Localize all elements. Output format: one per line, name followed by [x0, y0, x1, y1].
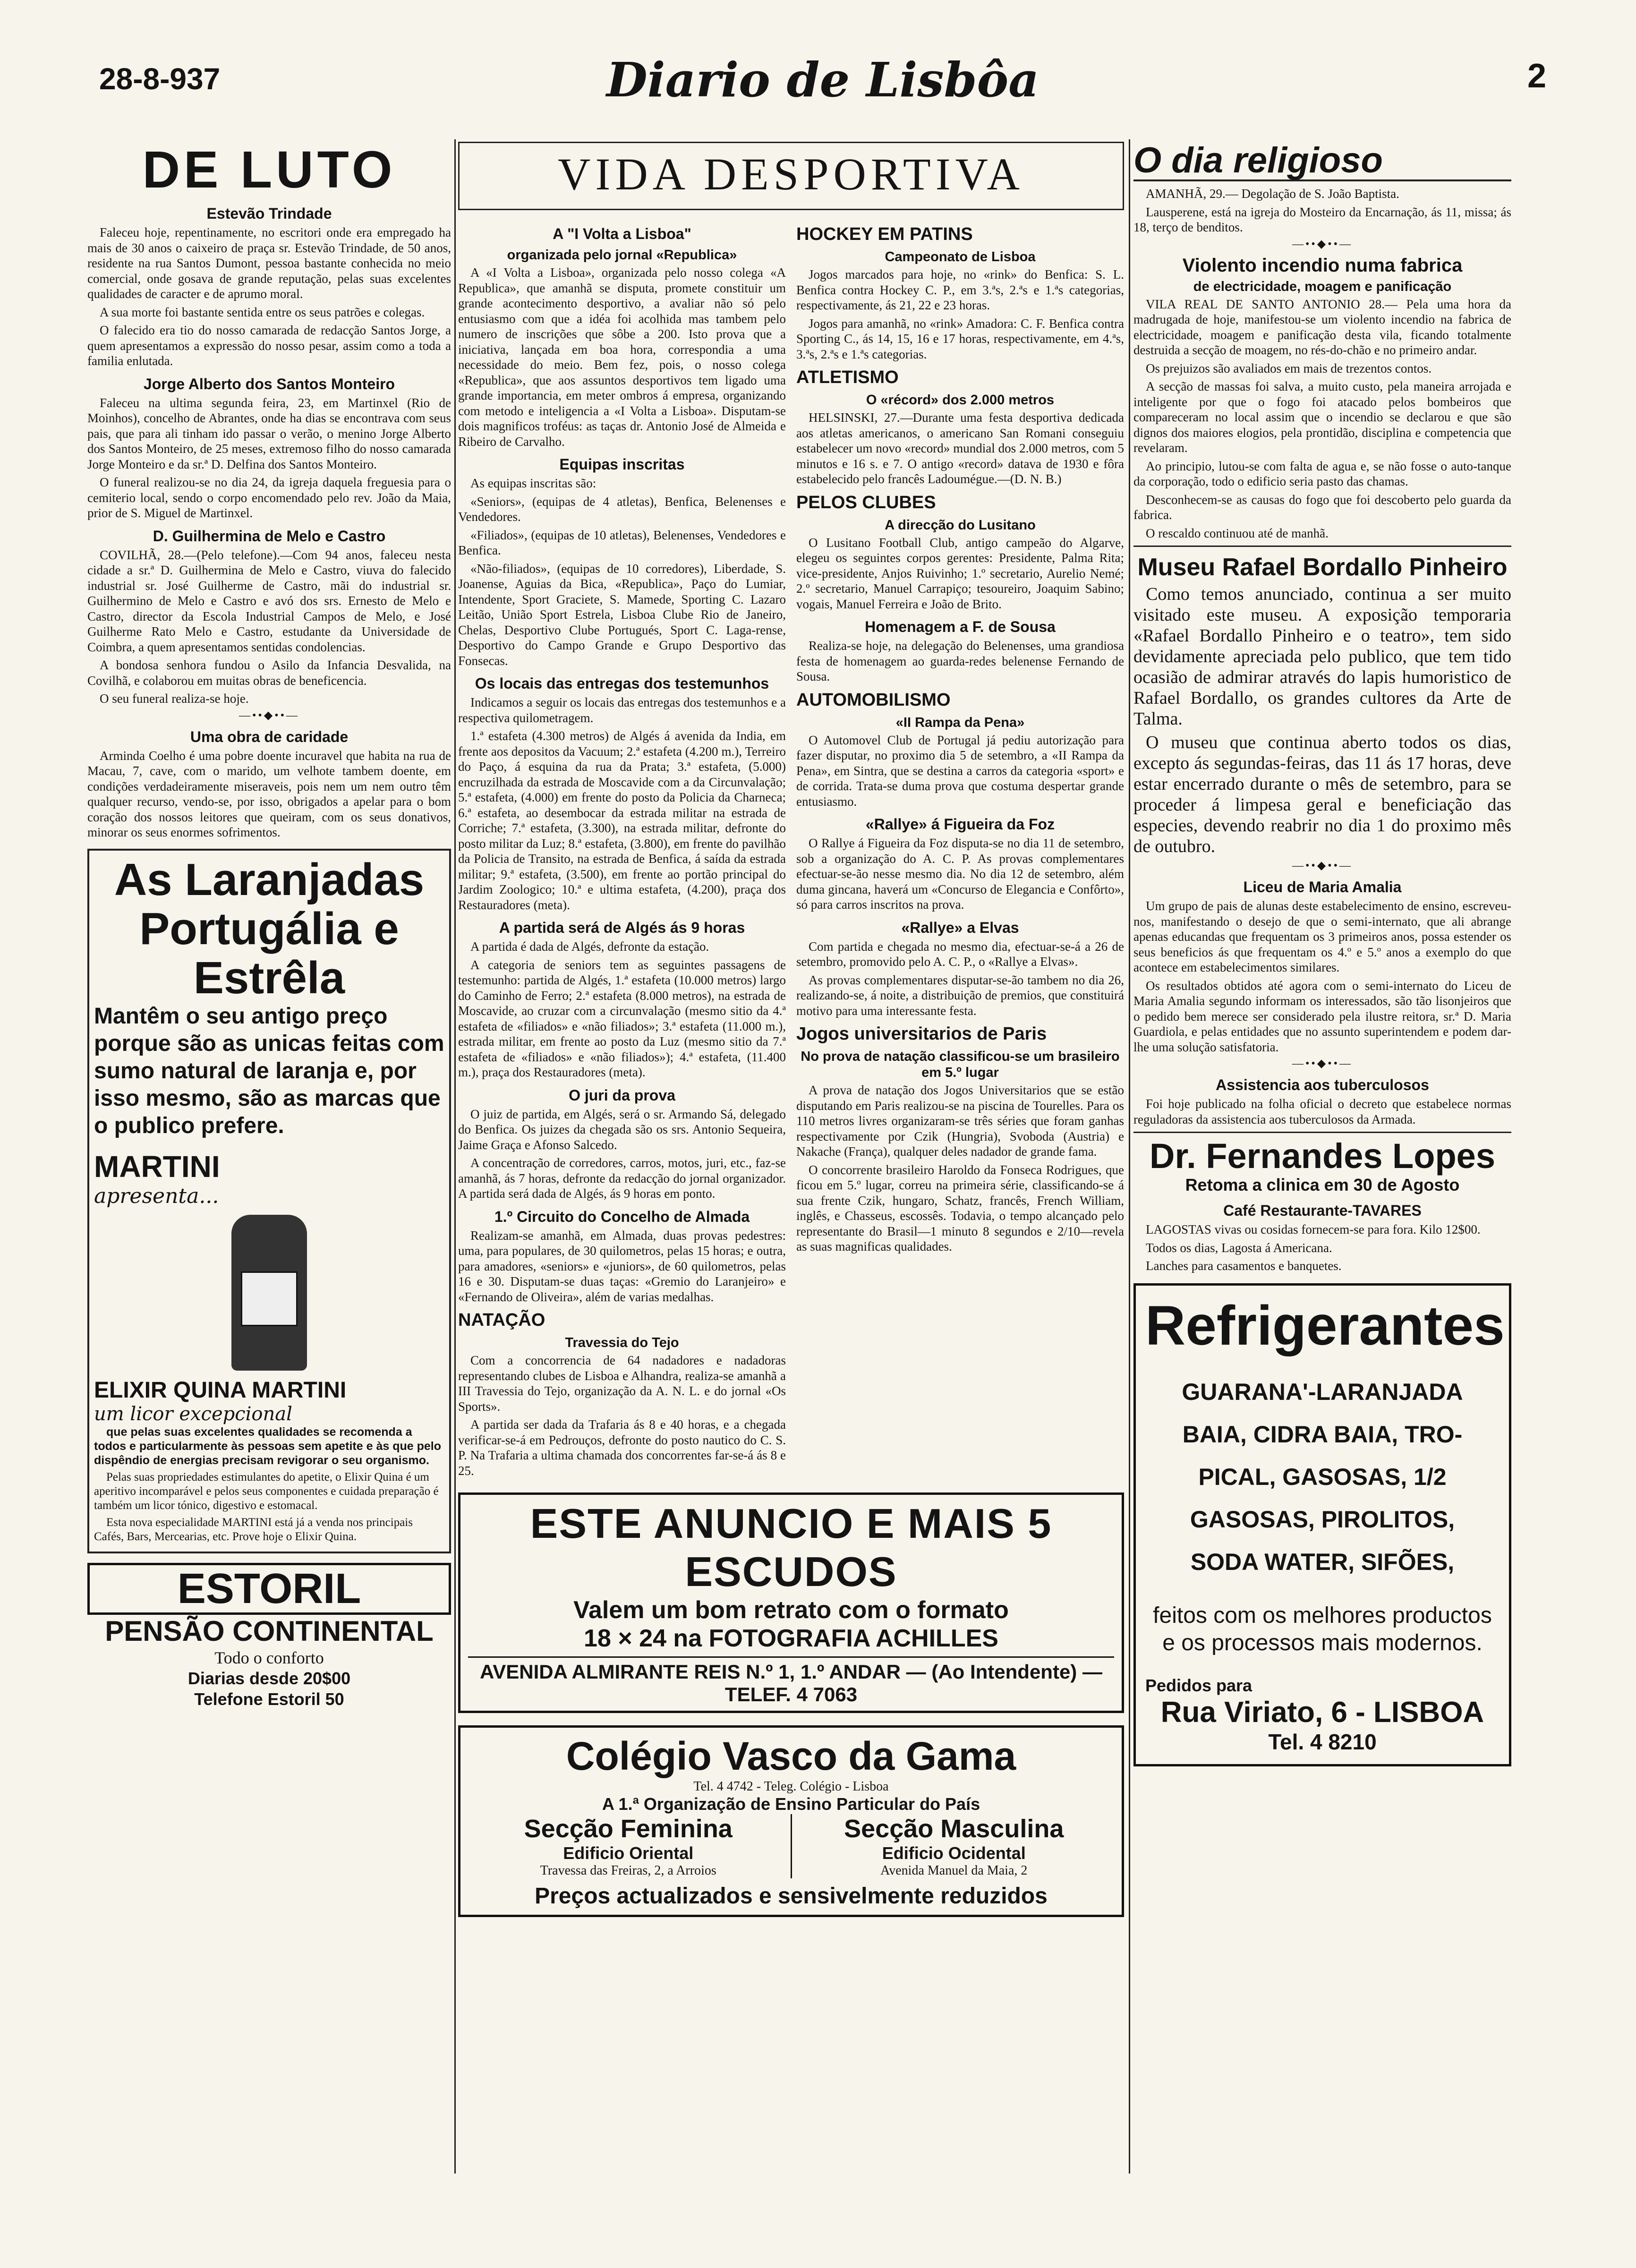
luto-paragraph: COVILHÃ, 28.—(Pelo telefone).—Com 94 anos, faleceu nesta cidade a sr.ª D. Guilhermina de Melo e Castro, viuva do falecido industrial sr. José Guilherme de Castro, mãi do industrial sr. Guilhermino de Melo e Castro e avó dos srs. Ernesto de Melo e Castro, director da Escola Industrial Campos de Melo, e José Guilherme Rato Melo e Castro, estudante da Universidade de Coimbra, a quem apresentamos sentidas condolencias. [87, 547, 451, 654]
elixir-slogan: um licor excepcional [94, 1403, 292, 1425]
locais-paragraph: Indicamos a seguir os locais das entregas dos testemunhos e a respectiva quilometragem. [458, 695, 786, 725]
natacao-heading: NATAÇÃO [458, 1310, 545, 1330]
refrigerantes-item: SODA WATER, SIFÕES, [1190, 1548, 1455, 1575]
hockey-paragraph: Jogos marcados para hoje, no «rink» do Benfica: S. L. Benfica contra Hockey C. P., em 3.ªs, 2.ªs e 1.ªs categorias, respectivamente, ás 21, 22 e 23 horas. [796, 267, 1124, 312]
equipas-heading: Equipas inscritas [559, 456, 685, 473]
atletismo-subheading: O «récord» dos 2.000 metros [866, 392, 1055, 408]
museu-heading: Museu Rafael Bordallo Pinheiro [1137, 554, 1508, 581]
doctor-name: Dr. Fernandes Lopes [1150, 1136, 1495, 1176]
rallye1-paragraph: O Rallye á Figueira da Foz disputa-se no dia 11 de setembro, sob a organização do A. C. P. As provas complementares efectuar-se-ão nesse mesmo dia. No dia 12 de setembro, além duma gincana, haverá um «Concurso de Elegancia e Confôrto», só para carros inscritos na prova. [796, 836, 1124, 912]
refrigerantes-ad [1133, 1283, 1511, 1766]
equipas-paragraph: «Filiados», (equipas de 10 atletas), Belenenses, Vendedores e Benfica. [458, 528, 786, 557]
page-number: 2 [1527, 57, 1546, 95]
refrigerantes-feitos: feitos com os melhores productos e os processos mais modernos. [1153, 1603, 1492, 1655]
refrigerantes-tel: Tel. 4 8210 [1268, 1729, 1377, 1754]
rallye2-heading: «Rallye» a Elvas [901, 919, 1019, 936]
ornament-separator: —••◆••— [1292, 860, 1353, 872]
caridade-heading: Uma obra de caridade [190, 728, 349, 745]
cafe-paragraph: Todos os dias, Lagosta á Americana. [1146, 1240, 1332, 1255]
luto-name: D. Guilhermina de Melo e Castro [153, 527, 386, 545]
liceu-text [1133, 898, 1511, 1055]
jogos-paragraph: O concorrente brasileiro Haroldo da Fonseca Rodrigues, que ficou em 5.º lugar, correu na primeira série, classificando-se á sua frente Czik, hungaro, Schatz, francês, French William, inglês, e Chasseus, escossês. Todavia, o tempo alcançado pelo representante do Brasil—1 minuto 8 segundos e 2/10—revela as suas magnificas qualidades. [796, 1162, 1124, 1253]
colegio-precos: Preços actualizados e sensivelmente reduzidos [535, 1884, 1048, 1909]
masthead [99, 52, 1546, 113]
laranjadas-text: Mantêm o seu antigo preço porque são as unicas feitas com sumo natural de laranja e, por isso mesmo, são as marcas que o publico prefere. [94, 1003, 444, 1138]
pensao-diarias: Diarias desde 20$00 [187, 1668, 351, 1688]
museu-paragraph: O museu que continua aberto todos os dias, excepto ás segundas-feiras, das 11 ás 17 horas, deve estar encerrado durante o mês de setembro, para se proceder á limpesa geral e beneficiação das especies, devendo reabrir no dia 1 do proximo mês de outubro. [1133, 733, 1511, 856]
ornament-separator: —••◆••— [1292, 1057, 1353, 1070]
auto-subheading: «II Rampa da Pena» [895, 715, 1025, 730]
anuncio-address: AVENIDA ALMIRANTE REIS N.º 1, 1.º ANDAR — (Ao Intendente) — TELEF. 4 7063 [468, 1656, 1114, 1706]
martini-tag: apresenta... [94, 1184, 219, 1208]
liceu-paragraph: Um grupo de pais de alunas deste estabelecimento de ensino, escreveu-nos, manifestando o desejo de que o semi-internato, que ali abrange apenas educandas que frequentam os 3 primeiros anos, possa estender os seus beneficios ás que frequentam os 4.º e 5.º anos a exemplo do que acontece em estabelecimentos similares. [1133, 899, 1511, 974]
jogos-heading: Jogos universitarios de Paris [796, 1024, 1047, 1044]
volta-paragraph: A «I Volta a Lisboa», organizada pelo nosso colega «A Republica», que amanhã se disputa, promete constituir um grande acontecimento desportivo, a avaliar não só pelo entusiasmo com que a idéa foi acolhida mas tambem pelo numero de inscrições que sôbe a 200. Isto prova que a iniciativa, lançada em boa hora, correspondia a uma necessidade do meio. Bem fez, pois, o nosso colega «Republica», que aos assuntos desportivos tem ligado uma grande importancia, em meter ombros á empresa, organizando com metodo e inteligencia a «I Volta a Lisboa». Disputam-se dois magnificos troféus: as taças dr. Antonio José de Almeida e Ribeiro de Carvalho. [458, 265, 786, 449]
edificio-ocidental: Edificio Ocidental [882, 1843, 1026, 1863]
atletismo-heading: ATLETISMO [796, 367, 899, 387]
pensao-name: PENSÃO CONTINENTAL [105, 1615, 434, 1647]
anuncio-line-1: Valem um bom retrato com o formato [573, 1596, 1009, 1624]
colegio-sections [466, 1814, 1116, 1878]
luto-paragraph: O funeral realizou-se no dia 24, da igreja daquela freguesia para o cemiterio local, sendo o corpo encomendado pelo rev. João da Maia, prior de S. Miguel de Martinxel. [87, 475, 451, 520]
atletismo-paragraph: HELSINSKI, 27.—Durante uma festa desportiva dedicada aos atletas americanos, o americano San Romani conseguiu estabelecer um novo «record» mundial dos 2.000 metros, com 5 minutos e 16 s. e 7. O antigo «record» datava de 1930 e fôra estabelecido pelo francês Ladoumégue.—(D. N. B.) [796, 410, 1124, 486]
ornament-separator: —••◆••— [1292, 238, 1353, 250]
colegio-title: Colégio Vasco da Gama [566, 1734, 1016, 1778]
equipas-paragraph: As equipas inscritas são: [470, 476, 596, 490]
sousa-paragraph: Realiza-se hoje, na delegação do Belenenses, uma grandiosa festa de homenagem ao guarda-redes belenense Fernando de Sousa. [796, 639, 1124, 683]
luto-name: Jorge Alberto dos Santos Monteiro [143, 375, 395, 392]
natacao-paragraph: Com a concorrencia de 64 nadadores e nadadoras representando clubes de Lisboa e Alhandra, realiza-se amanhã a III Travessia do Tejo, organização da A. N. L. e do jornal «Os Sports». [458, 1353, 786, 1414]
refrigerantes-item: GUARANA'-LARANJADA [1182, 1378, 1463, 1405]
religioso-paragraph: AMANHÃ, 29.— Degolação de S. João Baptista. [1146, 187, 1399, 201]
fotografia-achilles-ad [458, 1492, 1124, 1713]
incendio-subheading: de electricidade, moagem e panificação [1193, 279, 1452, 294]
cafe-paragraph: Lanches para casamentos e banquetes. [1146, 1259, 1342, 1273]
right-column [1133, 142, 1511, 2216]
luto-list [87, 205, 451, 707]
left-column [87, 142, 451, 2216]
masculina-address: Avenida Manuel da Maia, 2 [880, 1863, 1028, 1878]
partida-heading: A partida será de Algés ás 9 horas [499, 919, 745, 936]
cafe-heading: Café Restaurante-TAVARES [1223, 1202, 1422, 1219]
luto-paragraph: A bondosa senhora fundou o Asilo da Infancia Desvalida, na Covilhã, e colaborou em muitas obras de beneficencia. [87, 658, 451, 688]
colegio-org: A 1.ª Organização de Ensino Particular do País [602, 1794, 980, 1814]
refrigerantes-item: PICAL, GASOSAS, 1/2 [1198, 1463, 1447, 1490]
equipas-paragraph: «Não-filiados», (equipas de 10 corredores), Liberdade, S. Joanense, Aguias da Bica, «Republica», Paço do Lumiar, Intendente, Sport Graciete, S. Mamede, Sporting C. Lazaro Leitão, União Sport Estrela, Lisboa Clube Rio de Janeiro, Chelas, Desportivo Clube Portugués, Sport C. Laga-rense, Desportivo do Campo Grande e Grupo Desportivo das Fonsecas. [458, 561, 786, 668]
refrigerantes-item: GASOSAS, PIROLITOS, [1190, 1506, 1455, 1533]
vida-desportiva-heading: VIDA DESPORTIVA [458, 142, 1124, 210]
refrigerantes-address: Rua Viriato, 6 - LISBOA [1160, 1696, 1484, 1729]
museu-text [1133, 584, 1511, 857]
refrigerantes-item: BAIA, CIDRA BAIA, TRO- [1182, 1421, 1463, 1448]
juri-paragraph: O juiz de partida, em Algés, será o sr. Armando Sá, delegado do Benfica. Os juizes da chegada são os srs. Antonio Sequeira, Jaime Graça e Afonso Salcedo. [458, 1107, 786, 1152]
estoril-title: ESTORIL [87, 1563, 451, 1615]
seccao-masculina: Secção Masculina [844, 1815, 1064, 1843]
rallye2-paragraph: As provas complementares disputar-se-ão tambem no dia 26, realizando-se, á noite, a distribuição de premios, que constituirá motivo para uma interessante festa. [796, 972, 1124, 1018]
locais-paragraph: 1.ª estafeta (4.300 metros) de Algés á avenida da India, em frente aos depositos da Vacuum; 2.ª estafeta (4.200 m.), Terreiro do Paço, á esquina da rua da Prata; 3.ª estafeta, (5.000) encruzilhada da estrada de Moscavide com a da Circunvalação; 5.ª estafeta, (4.000) em frente do posto da Policia da Charneca; 6.ª estafeta, ao desembocar da estrada militar na estrada de Corriche; 7.ª estafeta, (3.300), na estrada militar, defronte do posto militar da Luz; 8.ª estafeta, (3.800), em frente do pavilhão da Policia de Transito, na estrada de Benfica, á saída da estrada militar; 9.ª estafeta, (3.500), em frente ao portão principal do Jardim Zoologico; 10.ª e ultima estafeta, (4.200), praça dos Restauradores (meta). [458, 729, 786, 912]
cafe-paragraph: LAGOSTAS vivas ou cosidas fornecem-se para fora. Kilo 12$00. [1146, 1222, 1481, 1236]
incendio-paragraph: Desconhecem-se as causas do fogo que foi descoberto pelo guarda da fabrica. [1133, 492, 1511, 522]
sports-subcol-right [796, 219, 1124, 1481]
cafe-text [1133, 1222, 1511, 1274]
incendio-paragraph: Os prejuizos são avaliados em mais de trezentos contos. [1146, 361, 1432, 375]
auto-heading: AUTOMOBILISMO [796, 690, 951, 710]
almada-heading: 1.º Circuito do Concelho de Almada [494, 1208, 750, 1225]
column-divider [454, 139, 456, 2174]
natacao-subheading: Travessia do Tejo [565, 1335, 679, 1350]
pelos-paragraph: O Lusitano Football Club, antigo campeão do Algarve, elegeu os seguintes corpos gerentes: Presidente, Palma Rita; vice-presidente, Anjos Ruivinho; 1.º secretario, Aurelio Nemé; 2.º secretario, Manuel Carrapiço; tesoureiro, Joaquim Sabino; vogais, Manuel Ferreira e João de Brito. [796, 535, 1124, 611]
natacao-paragraph: A partida ser dada da Trafaria ás 8 e 40 horas, e a chegada verificar-se-á em Pedrouços, defronte do posto nautico do C. S. P. Na Trafaria a ultima chamada dos concorrentes far-se-á ás 8 e 25. [458, 1417, 786, 1478]
luto-paragraph: A sua morte foi bastante sentida entre os seus patrões e colegas. [100, 305, 425, 319]
incendio-heading: Violento incendio numa fabrica [1182, 255, 1463, 276]
elixir-desc-2: Pelas suas propriedades estimulantes do apetite, o Elixir Quina é um aperitivo incomparável e pelos seus componentes e cuidada preparação é também um licor tónico, digestivo e estomacal. [94, 1470, 439, 1512]
elixir-desc-1: que pelas suas excelentes qualidades se recomenda a todos e particularmente às pessoas sem apetite e às que pelo dispêndio de energias precisam revigorar o seu organismo. [94, 1425, 441, 1467]
rallye1-heading: «Rallye» á Figueira da Foz [865, 816, 1055, 833]
luto-paragraph: O falecido era tio do nosso camarada de redacção Santos Jorge, a quem apresentamos a expressão do nosso pesar, assim como a toda a familia enlutada. [87, 323, 451, 368]
incendio-text [1133, 297, 1511, 541]
feminina-address: Travessa das Freiras, 2, a Arroios [540, 1863, 716, 1878]
incendio-paragraph: VILA REAL DE SANTO ANTONIO 28.— Pela uma hora da madrugada de hoje, manifestou-se um violento incendio na fabrica de electricidade, moagem e panificação desta vila, ficando totalmente destruida a secção de moagem, no rés-do-chão e no primeiro andar. [1133, 297, 1511, 357]
ornament-separator: —••◆••— [239, 709, 300, 722]
refrigerantes-pedidos: Pedidos para [1145, 1675, 1253, 1695]
partida-paragraph: A partida é dada de Algés, defronte da estação. [470, 939, 709, 954]
auto-paragraph: O Automovel Club de Portugal já pediu autorização para fazer disputar, no proximo dia 5 de setembro, a «II Rampa da Pena», em Sintra, que se destina a carros da categoria «sport» e de corrida. Trata-se duma prova que costuma despertar grande entusiasmo. [796, 733, 1124, 809]
incendio-paragraph: Ao principio, lutou-se com falta de agua e, se não fosse o auto-tanque da corporação, todo o edificio seria pasto das chamas. [1133, 459, 1511, 488]
equipas-paragraph: «Seniors», (equipas de 4 atletas), Benfica, Belenenses e Vendedores. [458, 494, 786, 524]
religioso-text [1133, 186, 1511, 235]
luto-paragraph: O seu funeral realiza-se hoje. [100, 691, 249, 706]
tuberculosos-heading: Assistencia aos tuberculosos [1216, 1076, 1429, 1093]
pensao-telefone: Telefone Estoril 50 [194, 1689, 344, 1709]
elixir-desc-3: Esta nova especialidade MARTINI está já a venda nos principais Cafés, Bars, Mercearias, etc. Prove hoje o Elixir Quina. [94, 1516, 413, 1543]
colegio-ad [458, 1725, 1124, 1917]
juri-paragraph: A concentração de corredores, carros, motos, juri, etc., faz-se amanhã, ás 7 horas, defronte da redacção do jornal organizador. A partida será dada de Algés, ás 9 horas em ponto. [458, 1156, 786, 1201]
anuncio-headline: ESTE ANUNCIO E MAIS 5 ESCUDOS [530, 1500, 1052, 1595]
rallye2-paragraph: Com partida e chegada no mesmo dia, efectuar-se-á a 26 de setembro, promovido pelo A. C. P., o «Rallye a Elvas». [796, 939, 1124, 969]
laranjadas-title: As Laranjadas Portugália e Estrêla [114, 854, 425, 1003]
hockey-paragraph: Jogos para amanhã, no «rink» Amadora: C. F. Benfica contra Sporting C., ás 14, 15, 16 e 17 horas, respectivamente, em 4.ªs, 3.ªs, 2.ªs e 1.ªs categorias. [796, 316, 1124, 361]
pelos-heading: PELOS CLUBES [796, 492, 936, 512]
incendio-paragraph: O rescaldo continuou até de manhã. [1146, 526, 1329, 540]
museu-paragraph: Como temos anunciado, continua a ser muito visitado este museu. A exposição temporaria «Rafael Bordallo Pinheiro e o teatro», tem sido devidamente apreciada pelo publico, que tem tido ocasião de admirar através do lapis humoristico de Rafael Bordallo, os grandes cultores da Arte de Talma. [1133, 584, 1511, 729]
divider [1133, 1132, 1511, 1133]
sports-subcolumns [458, 219, 1124, 1481]
pensao-conforto: Todo o conforto [214, 1648, 324, 1667]
de-luto-heading: DE LUTO [142, 142, 396, 199]
liceu-paragraph: Os resultados obtidos até agora com o semi-internato do Liceu de Maria Amalia segundo informam os interessados, são tão lisonjeiros que o pedido bem merece ser considerado pela ilustre reitora, sr.ª D. Maria Guardiola, e pelas entidades que no assunto superintendem e podem dar-lhe uma solução satisfatoria. [1133, 978, 1511, 1054]
colegio-tel: Tel. 4 4742 - Teleg. Colégio - Lisboa [693, 1779, 889, 1794]
anuncio-line-2: 18 × 24 na FOTOGRAFIA ACHILLES [584, 1625, 998, 1652]
luto-paragraph: Faleceu hoje, repentinamente, no escritori onde era empregado ha mais de 30 anos o caixeiro de praça sr. Estevão Trindade, de 50 anos, residente na rua Santos Dumont, pessoa bastante conhecida no meio comercial, onde gosava de grande reputação, pelas suas excelentes qualidades de caracter e de aprumo moral. [87, 225, 451, 301]
dia-religioso-heading: O dia religioso [1133, 142, 1511, 181]
edificio-oriental: Edificio Oriental [563, 1843, 694, 1863]
column-divider [1129, 139, 1130, 2174]
jogos-paragraph: A prova de natação dos Jogos Universitarios que se estão disputando em Paris realizou-se na piscina de Tourelles. Para os 110 metros livres organizaram-se três séries que foram ganhas respectivamente por Czik (Hungria), Svoboda (Austria) e Nakache (França), qualquer deles nadador de grande fama. [796, 1083, 1124, 1159]
seccao-feminina: Secção Feminina [524, 1815, 733, 1843]
sports-subcol-left [458, 219, 786, 1481]
luto-name: Estevão Trindade [206, 205, 332, 222]
laranjadas-ad [87, 849, 451, 1553]
martini-brand: MARTINI [94, 1149, 220, 1184]
incendio-paragraph: A secção de massas foi salva, a muito custo, pela maneira arrojada e inteligente por que o fogo foi atacado pelos bombeiros que compareceram no local assim que o incendio se declarou e que são dignos dos maiores elogios, pela prontidão, disciplina e competencia que revelaram. [1133, 379, 1511, 455]
newspaper-title: Diario de Lisbôa [606, 52, 1040, 108]
religioso-paragraph: Lausperene, está na igreja do Mosteiro da Encarnação, ás 11, missa; ás 18, terço de benditos. [1133, 205, 1511, 234]
liceu-heading: Liceu de Maria Amalia [1243, 878, 1402, 895]
pelos-subheading: A direcção do Lusitano [885, 517, 1036, 533]
bottle-illustration [231, 1215, 307, 1371]
caridade-text: Arminda Coelho é uma pobre doente incuravel que habita na rua de Macau, 7, cave, com o marido, um velhote tambem doente, em condições verdadeiramente miseraveis, pois nem um nem outro têm qualquer recurso, vendo-se, por isso, obrigados a apelar para o bom coração dos nossos leitores que queiram, com os seus donativos, minorar os seus enormes sofrimentos. [87, 748, 451, 839]
refrigerantes-list [1145, 1371, 1500, 1583]
doctor-notice: Retoma a clinica em 30 de Agosto [1185, 1175, 1460, 1194]
juri-heading: O juri da prova [569, 1086, 675, 1104]
almada-paragraph: Realizam-se amanhã, em Almada, duas provas pedestres: uma, para populares, de 30 quilometros, pelas 15 horas; e outra, para amadores, «seniors» e «juniors», de 60 quilometros, pelas 16 e 30. Disputam-se duas taças: «Gremio do Laranjeiro» e «Fernando de Oliveira», além de varias medalhas. [458, 1228, 786, 1304]
tuberculosos-text [1133, 1096, 1511, 1127]
volta-heading: A "I Volta a Lisboa" [553, 225, 691, 242]
luto-paragraph: Faleceu na ultima segunda feira, 23, em Martinxel (Rio de Moinhos), concelho de Abrantes, onde ha dias se encontrava com seus pais, que para ali tinham ido passar o verão, o menino Jorge Alberto dos Santos Monteiro, de 25 meses, extremoso filho do nosso camarada Jorge Monteiro e da sr.ª D. Delfina dos Santos Monteiro. [87, 395, 451, 471]
hockey-heading: HOCKEY EM PATINS [796, 224, 973, 244]
sports-column [458, 142, 1124, 2216]
locais-heading: Os locais das entregas dos testemunhos [475, 675, 769, 692]
tuberc-paragraph: Foi hoje publicado na folha oficial o decreto que estabelece normas reguladoras da assistencia aos tuberculosos da Armada. [1133, 1097, 1511, 1126]
issue-date: 28-8-937 [99, 62, 221, 96]
divider [1133, 546, 1511, 547]
partida-paragraph: A categoria de seniors tem as seguintes passagens de testemunho: partida de Algés, 1.ª estafeta (10.000 metros) largo do Caminho de Ferro; 2.ª estafeta (8.000 metros), na estrada de Moscavide, ao cruzar com a circunvalação (mesmo sitio da 4.ª estafeta de «filiados» e «não filiados»; 3.ª estafeta (11.000 m.), estrada militar, em frente ao posto da Luz (mesmo sitio da 7.ª estafeta de «filiados» e «não filiados»); 4.ª estafeta, (11.400 m.), praça dos Restauradores (meta). [458, 957, 786, 1079]
sousa-heading: Homenagem a F. de Sousa [865, 618, 1056, 635]
refrigerantes-title: Refrigerantes [1145, 1294, 1505, 1357]
volta-subheading: organizada pelo jornal «Republica» [507, 247, 737, 263]
hockey-subheading: Campeonato de Lisboa [885, 249, 1036, 264]
jogos-subheading: No prova de natação classificou-se um brasileiro em 5.º lugar [801, 1049, 1120, 1080]
elixir-title: ELIXIR QUINA MARTINI [94, 1377, 347, 1403]
